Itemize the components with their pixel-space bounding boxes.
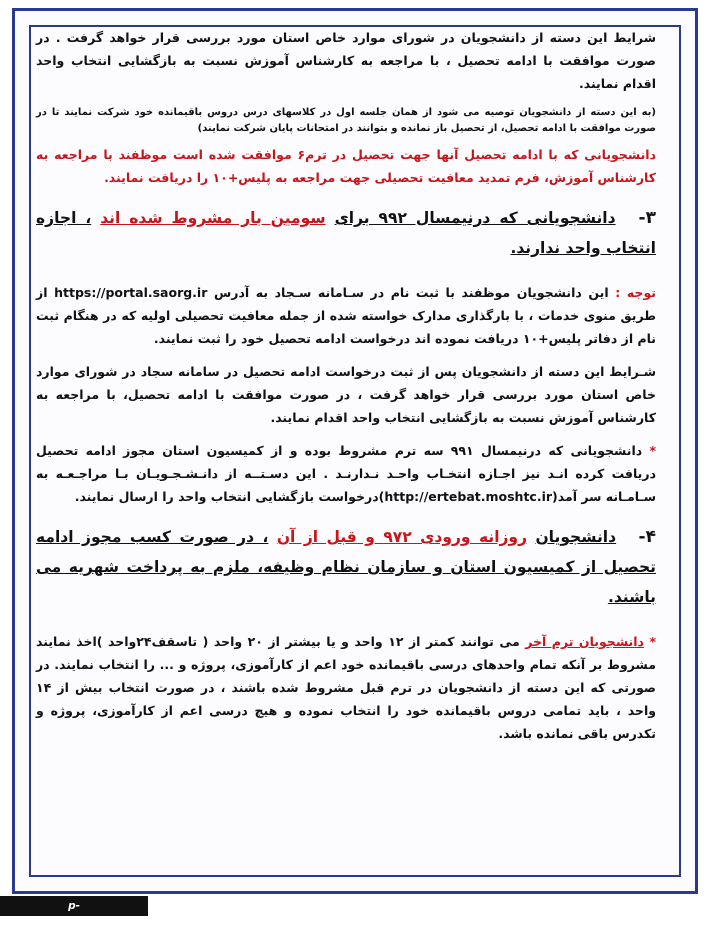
paragraph-review-conditions: شـرایط این دسته از دانشجویان پس از ثبت درخواست ادامه تحصیل در سامانه سجاد در شورای موارد خاص استان مورد بررسی قرار خواهد گرفت ، در صورت موافقت با ادامه تحصیل، با مراجعه به کارشناس آموزش نسبت به بازگشایی انتخاب واحد اقدام نمایند. — [36, 364, 656, 425]
portal-link[interactable]: https://portal.saorg.ir — [54, 285, 208, 300]
ertebat-link[interactable]: http://ertebat.moshtc.ir — [384, 489, 553, 504]
paragraph-note-portal: توجه : این دانشجویان موظفند با ثبت نام در سـامانه سـجاد به آدرس https://portal.saorg.ir از طریق منوی خدمات ، با بارگذاری مدارک خواسته شده از جمله معافیت تحصیلی اولیه که در هنگام ثبت نام از دفاتر پلیس+۱۰ دریافت نموده اند درخواست ادامه تحصیل خود را ثبت نمایند. — [36, 285, 656, 346]
paragraph-deferment-red: دانشجویانی که با ادامه تحصیل آنها جهت تحصیل در ترم۶ موافقت شده است موظفند با مراجعه به کارشناس آموزش، فرم تمدید معافیت تحصیلی جهت مراجعه به پلیس+۱۰ را دریافت نمایند. — [36, 147, 656, 185]
bullet-star: * — [649, 443, 656, 458]
note-label: توجه : — [615, 285, 656, 300]
section-number: ۳- — [638, 208, 656, 228]
paragraph-text: شرایط این دسته از دانشجویان در شورای موارد خاص استان مورد بررسی قرار خواهد گرفت . در صورت موافقت با ادامه تحصیل ، با مراجعه به کارشناس آموزش نسبت به بازگشایی انتخاب واحد اقدام نمایند. — [36, 30, 656, 91]
section-3-heading: ۳- دانشجویانی که درنیمسال ۹۹۲ برای سومین بار مشروط شده اند ، اجازه انتخاب واحد ندارند. — [36, 208, 656, 257]
paragraph-commission: * دانشجویانی که درنیمسال ۹۹۱ سه ترم مشروط بوده و از کمیسیون استان مجوز ادامه تحصیل دریافت کرده انـد نیز اجـازه انتخـاب واحـد نـدارنـد . این دسـتــه از دانـشـجـویـان بـا مراجـعـه به سـامـانه سر آمد(http://ertebat.moshtc.ir)درخواست بازگشایی انتخاب واحد را ارسال نمایند. — [36, 443, 656, 504]
bullet-star: * — [649, 634, 656, 649]
footer-site-url[interactable]: p-torbatheidarye.tvu.ac.ir — [0, 896, 148, 916]
paragraph-final-term: * دانشجویان ترم آخر می توانند کمتر از ۱۲ واحد و یا بیشتر از ۲۰ واحد ( تاسقف۲۴واحد )اخذ نمایند مشروط بر آنکه تمام واحدهای درسی باقیمانده خود اعم از کارآموزی، پروژه و ... را انتخاب نمایند. در صورتی که این دسته از دانشجویان در ترم قبل مشروط شده باشند ، در صورت انتخاب بیش از ۱۴ واحد ، باید تمامی دروس باقیمانده خود را انتخاب نموده و هیچ درسی اعم از کارآموزی، پروژه و تکدرس باقی نمانده باشد. — [36, 634, 656, 741]
section-4-heading: ۴- دانشجویان روزانه ورودی ۹۷۲ و قبل از آن ، در صورت کسب مجوز ادامه تحصیل از کمیسیون استان و سازمان نظام وظیفه، ملزم به پرداخت شهریه می باشند. — [36, 527, 656, 606]
paragraph-special-cases — [36, 26, 656, 95]
section-number: ۴- — [638, 527, 656, 547]
document-body — [36, 26, 656, 876]
paragraph-note: (به این دسته از دانشجویان توصیه می شود از همان جلسه اول در کلاسهای درس دروس باقیمانده خود شرکت نمایند تا در صورت موافقت با ادامه تحصیل، از تحصیل باز نمانده و بتوانند در امتحانات پایان شرکت نمایند) — [36, 107, 656, 134]
